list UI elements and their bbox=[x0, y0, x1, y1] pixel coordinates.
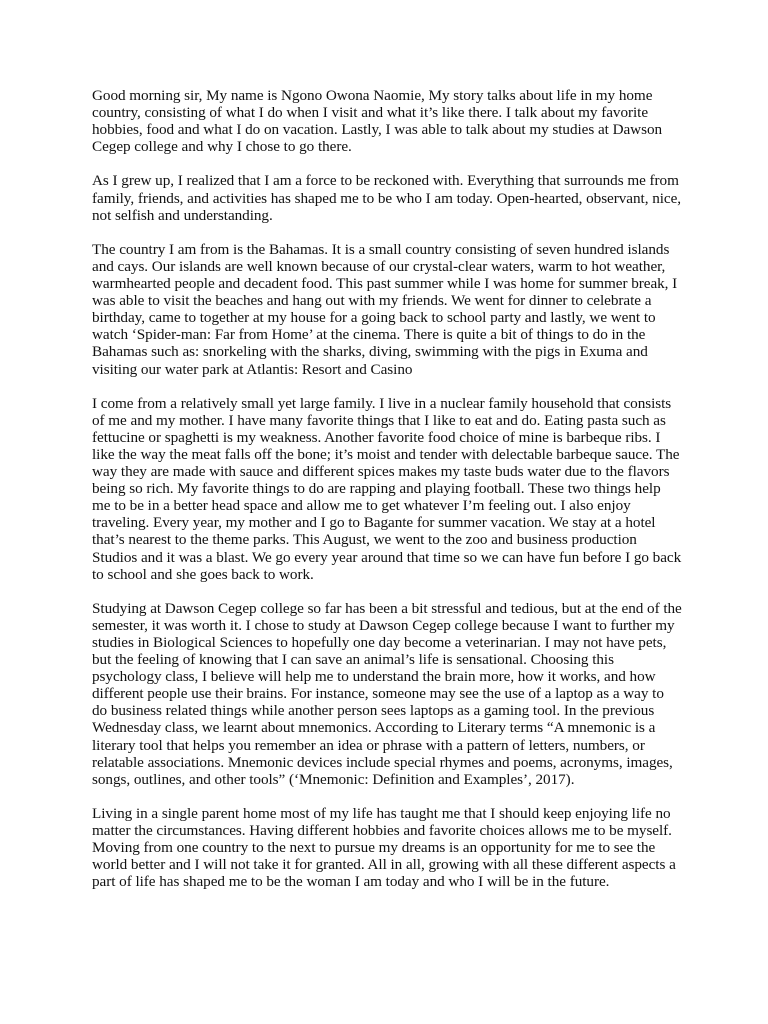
paragraph-home-country: The country I am from is the Bahamas. It is a small country consisting of seven hundred islands and cays. Our islands are well known because of our crystal-clear waters, warm to hot weather, warmhearted people and decadent food. This past summer while I was home for summer break, I was able to visit the beaches and hang out with my friends. We went for dinner to celebrate a birthday, came to together at my house for a going back to school party and lastly, we went to watch ‘Spider-man: Far from Home’ at the cinema. There is quite a bit of things to do in the Bahamas such as: snorkeling with the sharks, diving, swimming with the pigs in Exuma and visiting our water park at Atlantis: Resort and Casino bbox=[92, 240, 678, 378]
document-page bbox=[92, 87, 682, 908]
paragraph-growing-up: As I grew up, I realized that I am a force to be reckoned with. Everything that surrounds me from family, friends, and activities has shaped me to be who I am today. Open-hearted, observant, nice, not selfish and understanding. bbox=[92, 172, 682, 224]
paragraph-conclusion: Living in a single parent home most of my life has taught me that I should keep enjoying life no matter the circumstances. Having different hobbies and favorite choices allows me to be myself. Moving from one country to the next to pursue my dreams is an opportunity for me to see the world better and I will not take it for granted. All in all, growing with all these different aspects a part of life has shaped me to be the woman I am today and who I will be in the future. bbox=[92, 804, 676, 891]
paragraph-family-hobbies: I come from a relatively small yet large family. I live in a nuclear family household that consists of me and my mother. I have many favorite things that I like to eat and do. Eating pasta such as fettucine or spaghetti is my weakness. Another favorite food choice of mine is barbeque ribs. I like the way the meat falls off the bone; it’s moist and tender with delectable barbeque sauce. The way they are made with sauce and different spices makes my taste buds water due to the flavors being so rich. My favorite things to do are rapping and playing football. These two things help me to be in a better head space and allow me to get whatever I’m feeling out. I also enjoy traveling. Every year, my mother and I go to Bagante for summer vacation. We stay at a hotel that’s nearest to the theme parks. This August, we went to the zoo and business production Studios and it was a blast. We go every year around that time so we can have fun before I go back to school and she goes back to work. bbox=[92, 394, 682, 583]
paragraph-studies: Studying at Dawson Cegep college so far has been a bit stressful and tedious, but at the end of the semester, it was worth it. I chose to study at Dawson Cegep college because I want to further my studies in Biological Sciences to hopefully one day become a veterinarian. I may not have pets, but the feeling of knowing that I can save an animal’s life is sensational. Choosing this psychology class, I believe will help me to understand the brain more, how it works, and how different people use their brains. For instance, someone may see the use of a laptop as a way to do business related things while another person sees laptops as a gaming tool. In the previous Wednesday class, we learnt about mnemonics. According to Literary terms “A mnemonic is a literary tool that helps you remember an idea or phrase with a pattern of letters, numbers, or relatable associations. Mnemonic devices include special rhymes and poems, acronyms, images, songs, outlines, and other tools” (‘Mnemonic: Definition and Examples’, 2017). bbox=[92, 599, 682, 788]
paragraph-introduction: Good morning sir, My name is Ngono Owona Naomie, My story talks about life in my home country, consisting of what I do when I visit and what it’s like there. I talk about my favorite hobbies, food and what I do on vacation. Lastly, I was able to talk about my studies at Dawson Cegep college and why I chose to go there. bbox=[92, 87, 663, 156]
